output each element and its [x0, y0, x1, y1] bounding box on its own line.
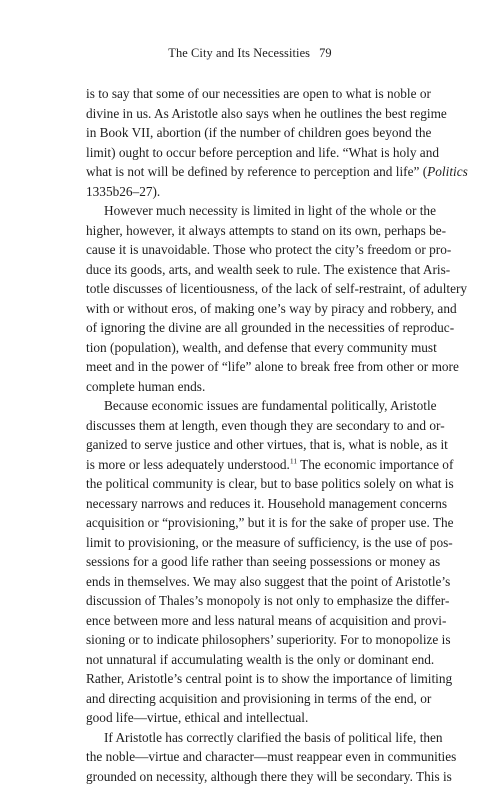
text-segment: is more or less adequately understood.	[86, 457, 290, 472]
text-line: limit to provisioning, or the measure of sufficiency, is the use of pos-	[86, 533, 416, 553]
text-line: the noble—virtue and character—must reappear even in communities	[86, 747, 416, 767]
text-line: Because economic issues are fundamental politically, Aristotle	[86, 396, 416, 416]
text-line: divine in us. As Aristotle also says when he outlines the best regime	[86, 104, 416, 124]
text-line: If Aristotle has correctly clarified the basis of political life, then	[86, 728, 416, 748]
text-line: totle discusses of licentiousness, of the lack of self-restraint, of adultery	[86, 279, 416, 299]
body-text	[86, 84, 416, 786]
text-line: higher, however, it always attempts to stand on its own, perhaps be-	[86, 221, 416, 241]
running-title: The City and Its Necessities	[168, 46, 310, 60]
text-line: complete human ends.	[86, 377, 416, 397]
text-line: with or without eros, of making one’s way by piracy and robbery, and	[86, 299, 416, 319]
text-line	[86, 455, 416, 475]
text-line: 1335b26–27).	[86, 182, 416, 202]
text-line: what is not will be defined by reference to perception and life” (Politics	[86, 162, 416, 182]
text-line: not unnatural if accumulating wealth is the only or dominant end.	[86, 650, 416, 670]
text-line: tion (population), wealth, and defense that every community must	[86, 338, 416, 358]
text-line: meet and in the power of “life” alone to break free from other or more	[86, 357, 416, 377]
page-number: 79	[319, 46, 332, 60]
text-line: is to say that some of our necessities are open to what is noble or	[86, 84, 416, 104]
text-line: in Book VII, abortion (if the number of children goes beyond the	[86, 123, 416, 143]
text-line: the political community is clear, but to base politics solely on what is	[86, 474, 416, 494]
text-line: acquisition or “provisioning,” but it is for the sake of proper use. The	[86, 513, 416, 533]
text-line: limit) ought to occur before perception and life. “What is holy and	[86, 143, 416, 163]
text-line: discusses them at length, even though they are secondary to and or-	[86, 416, 416, 436]
text-line: of ignoring the divine are all grounded in the necessities of reproduc-	[86, 318, 416, 338]
text-segment: The economic importance of	[297, 457, 453, 472]
text-line: sioning or to indicate philosophers’ superiority. For to monopolize is	[86, 630, 416, 650]
text-line: Rather, Aristotle’s central point is to show the importance of limiting	[86, 669, 416, 689]
text-line: and directing acquisition and provisioning in terms of the end, or	[86, 689, 416, 709]
text-line: sessions for a good life rather than seeing possessions or money as	[86, 552, 416, 572]
text-line: discussion of Thales’s monopoly is not only to emphasize the differ-	[86, 591, 416, 611]
text-line: necessary narrows and reduces it. Household management concerns	[86, 494, 416, 514]
text-line: duce its goods, arts, and wealth seek to rule. The existence that Aris-	[86, 260, 416, 280]
text-line: good life—virtue, ethical and intellectual.	[86, 708, 416, 728]
text-line: ends in themselves. We may also suggest that the point of Aristotle’s	[86, 572, 416, 592]
text-line: grounded on necessity, although there they will be secondary. This is	[86, 767, 416, 786]
text-line: ganized to serve justice and other virtues, that is, what is noble, as it	[86, 435, 416, 455]
text-line: ence between more and less natural means of acquisition and provi-	[86, 611, 416, 631]
footnote-reference[interactable]: 11	[290, 456, 297, 465]
text-line: However much necessity is limited in light of the whole or the	[86, 201, 416, 221]
running-head	[0, 46, 500, 61]
text-line: cause it is unavoidable. Those who protect the city’s freedom or pro-	[86, 240, 416, 260]
work-title: Politics	[427, 164, 468, 179]
